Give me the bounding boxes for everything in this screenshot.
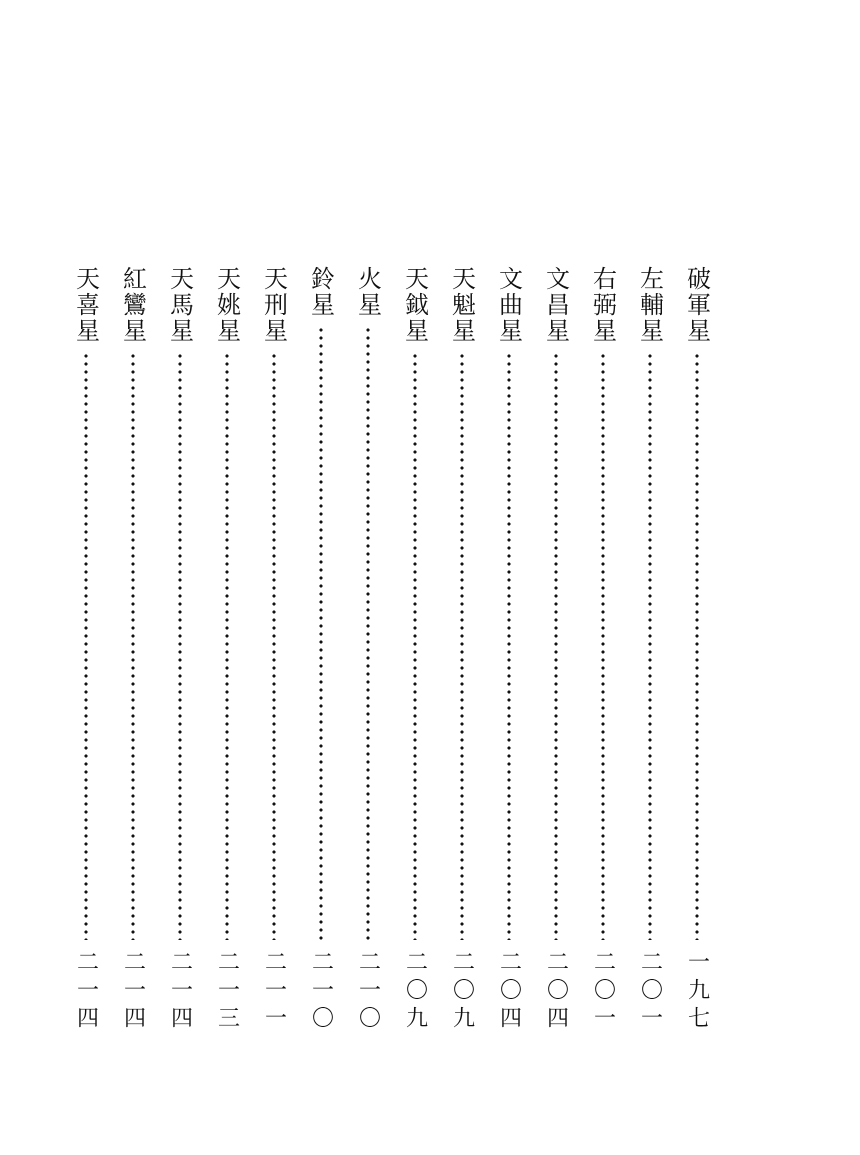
toc-entry-page: 二一三: [214, 950, 240, 1034]
dot-leader: [272, 352, 276, 940]
toc-entry[interactable]: [109, 266, 156, 1046]
toc-entry-title: 文曲星: [494, 266, 523, 344]
dot-leader: [178, 352, 182, 940]
toc-entry-title: 天喜星: [71, 266, 100, 344]
toc-entry-title: 紅鸞星: [118, 266, 147, 344]
toc-entry-page: 二〇四: [496, 950, 522, 1034]
toc-entry-title: 天刑星: [259, 266, 288, 344]
dot-leader: [507, 352, 511, 940]
toc-entry-title: 天魁星: [447, 266, 476, 344]
toc-entry-title: 破軍星: [682, 266, 711, 344]
dot-leader: [648, 352, 652, 940]
toc-entry[interactable]: [203, 266, 250, 1046]
toc-entry[interactable]: [438, 266, 485, 1046]
toc-entry[interactable]: [579, 266, 626, 1046]
toc-entry-title: 天馬星: [165, 266, 194, 344]
toc-entry-title: 鈴星: [306, 266, 335, 318]
toc-entry-page: 二一〇: [355, 950, 381, 1034]
dot-leader: [319, 326, 323, 940]
dot-leader: [601, 352, 605, 940]
dot-leader: [84, 352, 88, 940]
toc-entry-title: 天姚星: [212, 266, 241, 344]
dot-leader: [554, 352, 558, 940]
toc-entry-page: 二一〇: [308, 950, 334, 1034]
toc-entry-page: 二一四: [73, 950, 99, 1034]
dot-leader: [460, 352, 464, 940]
toc-entry[interactable]: [532, 266, 579, 1046]
toc-entry[interactable]: [62, 266, 109, 1046]
toc-entry[interactable]: [626, 266, 673, 1046]
toc-entry-title: 右弼星: [588, 266, 617, 344]
toc-entry[interactable]: [344, 266, 391, 1046]
toc-entry[interactable]: [391, 266, 438, 1046]
toc-entry-page: 二〇一: [590, 950, 616, 1034]
table-of-contents: [40, 266, 720, 1046]
dot-leader: [225, 352, 229, 940]
toc-entry[interactable]: [156, 266, 203, 1046]
toc-entry-title: 文昌星: [541, 266, 570, 344]
toc-entry-page: 二一四: [120, 950, 146, 1034]
toc-entry-title: 火星: [353, 266, 382, 318]
toc-entry[interactable]: [673, 266, 720, 1046]
toc-entry-page: 二一四: [167, 950, 193, 1034]
toc-entry-page: 二一一: [261, 950, 287, 1034]
toc-entry-page: 二〇四: [543, 950, 569, 1034]
dot-leader: [131, 352, 135, 940]
dot-leader: [366, 326, 370, 940]
dot-leader: [413, 352, 417, 940]
toc-entry-page: 一九七: [684, 950, 710, 1034]
dot-leader: [695, 352, 699, 940]
toc-entry[interactable]: [297, 266, 344, 1046]
toc-entry[interactable]: [485, 266, 532, 1046]
toc-entry-title: 天鉞星: [400, 266, 429, 344]
toc-entry-page: 二〇九: [402, 950, 428, 1034]
toc-entry-page: 二〇一: [637, 950, 663, 1034]
toc-entry-page: 二〇九: [449, 950, 475, 1034]
toc-entry[interactable]: [250, 266, 297, 1046]
toc-entry-title: 左輔星: [635, 266, 664, 344]
